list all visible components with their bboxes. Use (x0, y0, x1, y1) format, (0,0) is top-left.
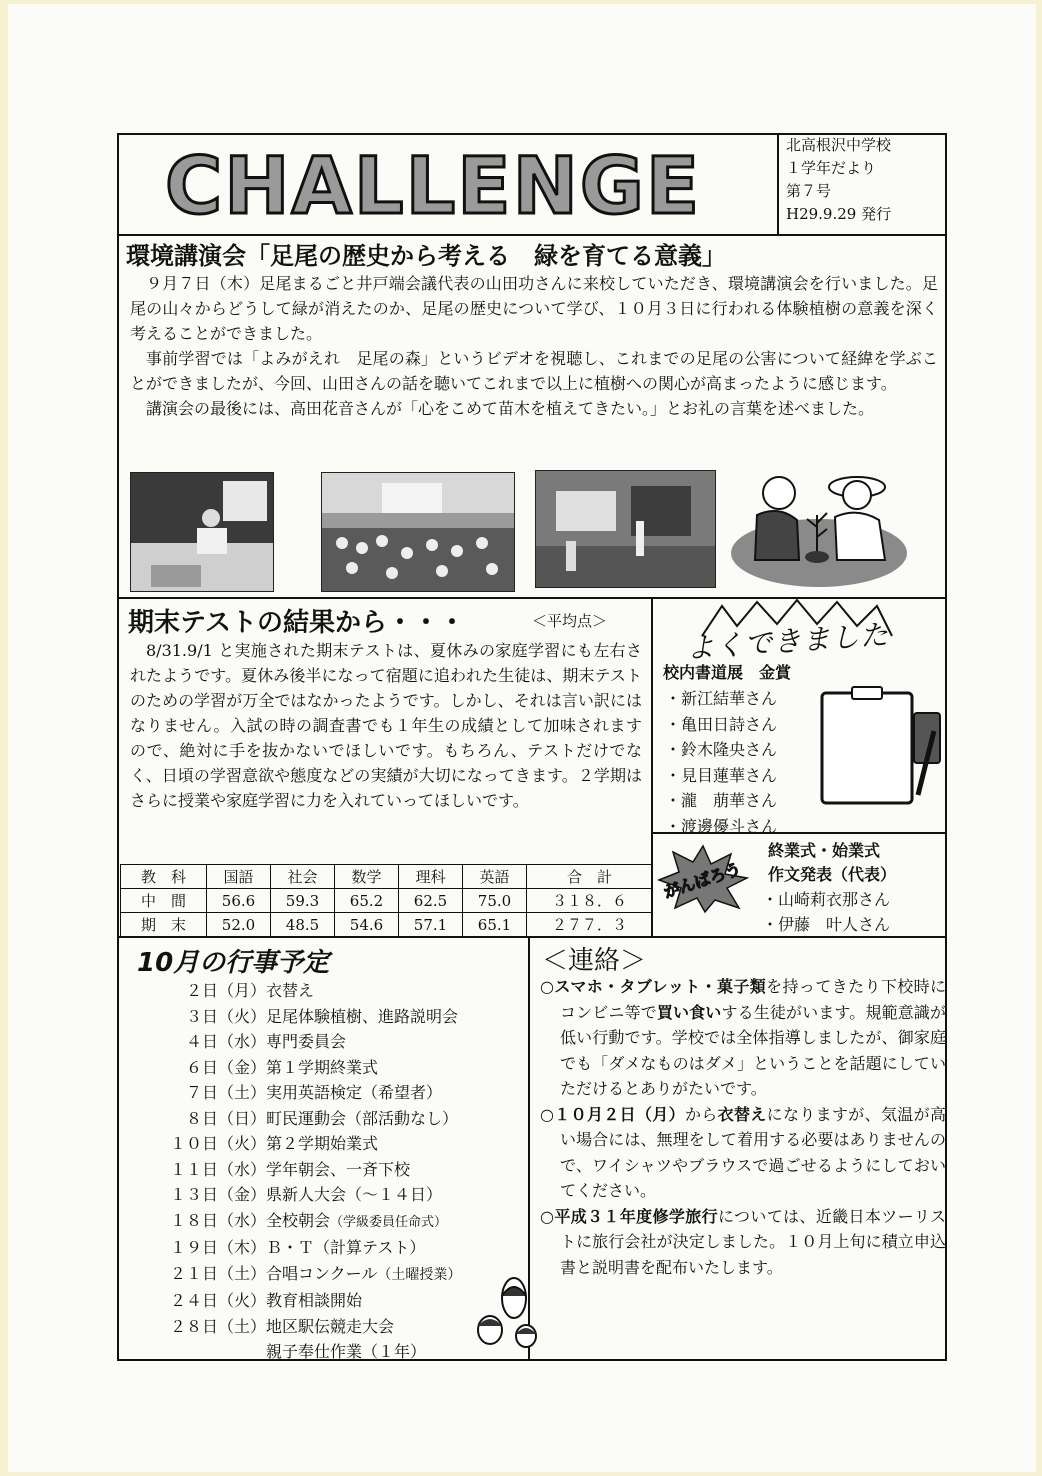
acorn-icon (468, 1268, 540, 1350)
ceremony-subtitle: 作文発表（代表） (768, 865, 897, 884)
event-text: Ｂ・Ｔ（計算テスト） (266, 1238, 426, 1257)
event-text: 専門委員会 (266, 1032, 347, 1051)
table-header-row (121, 865, 653, 889)
event-text: 実用英語検定（希望者） (266, 1083, 443, 1102)
newsletter-name: １学年だより (786, 159, 877, 177)
contact-emphasis: 衣替え (717, 1104, 767, 1124)
table-cell: 54.6 (335, 913, 399, 937)
table-header: 英語 (463, 865, 527, 889)
event-note: （学級委員任命式） (330, 1214, 448, 1230)
event-date: １３日（金） (169, 1185, 266, 1204)
photo-speaker-image (131, 473, 273, 591)
issue-date: H29.9.29 発行 (786, 205, 892, 223)
awards-list (665, 686, 777, 839)
event-item (158, 1261, 461, 1289)
planting-illustration (727, 465, 912, 593)
event-item (158, 1080, 461, 1106)
event-date: ２１日（土） (169, 1263, 266, 1283)
table-cell: 56.6 (207, 889, 271, 913)
table-cell: 52.0 (207, 913, 271, 937)
event-date: ７日（土） (185, 1083, 266, 1102)
contact-emphasis: スマホ・タブレット・菓子類 (554, 977, 767, 996)
row-label: 中 間 (121, 889, 207, 913)
section-rule (117, 936, 947, 938)
table-cell: 62.5 (399, 889, 463, 913)
column-divider (651, 597, 653, 937)
lecture-paragraph: 講演会の最後には、高田花音さんが「心をこめて苗木を植えてきたい。」とお礼の言葉を述べました。 (146, 399, 875, 418)
event-item (158, 1029, 461, 1055)
contact-list (540, 974, 946, 1280)
event-item (158, 1235, 461, 1261)
exam-body (130, 638, 642, 813)
event-text: 教育相談開始 (266, 1291, 363, 1310)
award-name: ・見目蓮華さん (665, 765, 778, 785)
event-text: 親子奉仕作業（１年） (266, 1342, 427, 1361)
award-name: ・亀田日詩さん (665, 714, 778, 734)
contact-text: する生徒がいます。規範意識が低い行動です。学校では全体指導しましたが、御家庭でも「ダメなものはダメ」ということを話題にしていただけるとありがたいです。 (560, 1002, 946, 1098)
lecture-paragraph: ９月７日（木）足尾まるごと井戸端会議代表の山田功さんに来校していただき、環境講演会を行いました。足尾の山々からどうして緑が消えたのか、足尾の歴史について学び、１０月３日に行われる体験植樹の意義を深く考えることができました。 (130, 274, 938, 343)
event-date: ２８日（土） (169, 1316, 266, 1336)
event-item (158, 1004, 461, 1030)
award-name: ・鈴木隆央さん (665, 740, 778, 759)
event-text: 合唱コンクール (266, 1263, 378, 1283)
awards-title: 校内書道展 金賞 (663, 663, 792, 682)
event-text: 県新人大会（～１４日） (266, 1185, 443, 1204)
masthead-divider (777, 133, 779, 235)
event-date: １９日（木） (169, 1238, 266, 1257)
event-item (158, 1055, 461, 1081)
award-name: ・新江結華さん (665, 689, 778, 708)
ceremony-list (762, 887, 890, 937)
event-item (158, 1314, 461, 1340)
event-item (158, 1182, 461, 1208)
exam-heading: 期末テストの結果から・・・ (128, 608, 465, 638)
event-date: １１日（水） (169, 1159, 266, 1179)
event-date: １０日（火） (169, 1134, 266, 1153)
event-text: 地区駅伝競走大会 (266, 1316, 395, 1336)
table-header: 教 科 (121, 865, 207, 889)
table-header: 理科 (399, 865, 463, 889)
contact-emphasis: 買い食い (656, 1002, 722, 1022)
event-item (158, 1157, 461, 1183)
award-name: ・瀧 萠華さん (665, 791, 778, 810)
ceremony-name: ・伊藤 叶人さん (762, 915, 891, 934)
lecture-photo (130, 472, 274, 592)
event-date: ６日（金） (185, 1057, 266, 1077)
table-cell: 57.1 (399, 913, 463, 937)
masthead-logo: CHALLENGE (165, 142, 702, 232)
awards-banner: よくできました (685, 617, 891, 666)
awards-rule (651, 832, 947, 834)
event-text: 第２学期始業式 (266, 1134, 379, 1153)
school-name: 北高根沢中学校 (786, 136, 892, 154)
event-date: １８日（水） (169, 1210, 266, 1230)
issue-info (786, 134, 891, 226)
table-header: 国語 (207, 865, 271, 889)
ceremony-name: ・山崎莉衣那さん (762, 890, 891, 909)
issue-number: 第７号 (786, 182, 832, 200)
photo-audience-image (322, 473, 514, 591)
table-header: 数学 (335, 865, 399, 889)
table-row (121, 913, 653, 937)
table-cell: 65.1 (463, 913, 527, 937)
event-text: 学年朝会、一斉下校 (266, 1159, 411, 1179)
contact-item: ○平成３１年度修学旅行については、近畿日本ツーリストに旅行会社が決定しました。１０月上旬に積立申込書と説明書を配布いたします。 (540, 1206, 946, 1277)
contact-text: については、近畿日本ツーリストに旅行会社が決定しました。１０月上旬に積立申込書と説明書を配布いたします。 (560, 1206, 946, 1277)
event-item (158, 1288, 461, 1314)
table-cell: 75.0 (463, 889, 527, 913)
row-label: 期 末 (121, 913, 207, 937)
event-date: ２日（月） (185, 981, 266, 1000)
score-table (120, 864, 653, 937)
contact-text: になりますが、気温が高い場合には、無理をして着用する必要はありませんので、ワイシャツやブラウスで過ごせるようにしておいてください。 (560, 1104, 946, 1200)
table-cell: ３１８．６ (527, 889, 653, 913)
event-date: ８日（日） (185, 1108, 266, 1128)
event-item (158, 978, 461, 1004)
contact-heading: ＜連絡＞ (542, 946, 647, 976)
contact-emphasis: １０月２日（月） (554, 1104, 685, 1124)
clipboard-pen-illustration (818, 683, 948, 808)
event-item (158, 1131, 461, 1157)
award-name: ・渡邊優斗さん (665, 816, 778, 836)
events-heading: 10月の行事予定 (137, 948, 330, 978)
event-text: 町民運動会（部活動なし） (266, 1108, 459, 1128)
photo-classroom-image (536, 471, 715, 587)
events-list (158, 978, 461, 1365)
lecture-body (130, 271, 938, 421)
contact-item: ○１０月２日（月）から衣替えになりますが、気温が高い場合には、無理をして着用する必要はありませんので、ワイシャツやブラウスで過ごせるようにしておいてください。 (540, 1104, 946, 1200)
audience-photo (321, 472, 515, 592)
table-header: 合 計 (527, 865, 653, 889)
event-note: （土曜授業） (377, 1266, 462, 1283)
lecture-heading: 環境講演会「足尾の歴史から考える 緑を育てる意義」 (126, 242, 726, 270)
lecture-paragraph: 事前学習では「よみがえれ 足尾の森」というビデオを視聴し、これまでの足尾の公害について経緯を学ぶことができましたが、今回、山田さんの話を聴いてこれまで以上に植樹への関心が高まったように感じます。 (130, 349, 938, 393)
contact-text: から (684, 1104, 718, 1124)
event-date: ４日（水） (185, 1032, 266, 1051)
table-cell: 65.2 (335, 889, 399, 913)
event-item (158, 1106, 461, 1132)
exam-paragraph: 8/31.9/1 と実施された期末テストは、夏休みの家庭学習にも左右されたようです。夏休み後半になって宿題に追われた生徒は、期末テストのための学習が万全ではなかったようです。しかし、それは言い訳にはなりません。入試の時の調査書でも１年生の成績として加味されますので、絶対に手を抜かないでほしいです。もちろん、テストだけでなく、日頃の学習意欲や態度などの実績が大切になってきます。２学期はさらに授業や家庭学習に力を入れていってほしいです。 (130, 641, 642, 810)
event-item (158, 1208, 461, 1236)
table-cell: 59.3 (271, 889, 335, 913)
event-text: 足尾体験植樹、進路説明会 (266, 1006, 459, 1026)
table-cell: ２７７．３ (527, 913, 653, 937)
event-text: 衣替え (266, 981, 315, 1000)
classroom-photo (535, 470, 716, 588)
table-header: 社会 (271, 865, 335, 889)
contact-emphasis: 平成３１年度修学旅行 (554, 1206, 718, 1226)
ceremony-title: 終業式・始業式 (768, 841, 881, 860)
event-date: ３日（火） (185, 1006, 266, 1026)
table-row (121, 889, 653, 913)
contact-text: を持ってきたり下校時にコンビニ等で (560, 977, 946, 1022)
ganbarou-badge: がんばろう (661, 859, 744, 902)
table-cell: 48.5 (271, 913, 335, 937)
event-date: ２４日（火） (169, 1291, 266, 1310)
event-text: 全校朝会 (266, 1210, 331, 1230)
contact-item: ○スマホ・タブレット・菓子類を持ってきたり下校時にコンビニ等で買い食いする生徒がいます。規範意識が低い行動です。学校では全体指導しましたが、御家庭でも「ダメなものはダメ」ということを話題にしていただけるとありがたいです。 (540, 977, 946, 1098)
event-item (158, 1339, 461, 1365)
event-text: 第１学期終業式 (266, 1057, 379, 1077)
exam-subheading: ＜平均点＞ (532, 612, 608, 630)
